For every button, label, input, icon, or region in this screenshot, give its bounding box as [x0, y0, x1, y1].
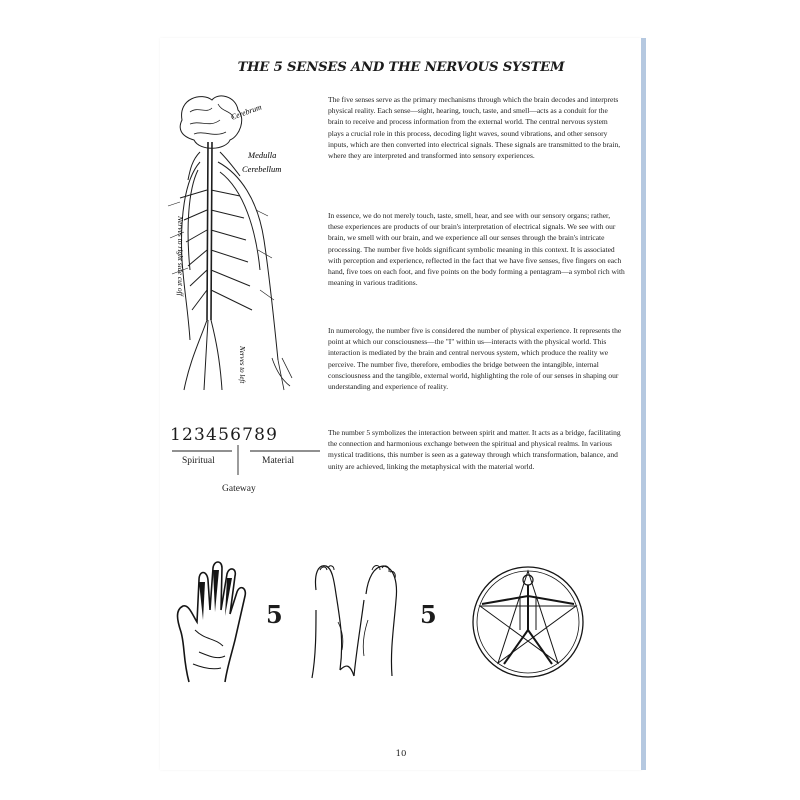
hand-illustration	[175, 560, 250, 685]
arm-right-nerves	[218, 162, 278, 360]
number-strip: 123456789	[170, 425, 279, 445]
label-nerves-left: Nerves to left	[238, 346, 246, 384]
paragraph-numerology: In numerology, the number five is considered the number of physical experience. It represents the point at which our consciousness—the "I" within us—interacts with the physical world. This interaction is mediated by the brain and central nervous system, which produce the reality we perceive. The number five, therefore, embodies the bridge between the intangible, internal consciousness and the tangible, external world, highlighting the role of our senses in shaping our understanding and experience of reality.	[328, 326, 622, 392]
paragraph-brain: In essence, we do not merely touch, taste, smell, hear, and see with our sensory organs; rather, these experiences are products of our brain's interpretation of electrical signals. We see with our brain, we smell with our brain, and we experience all our senses through the brain's intricate processing. The number five holds significant symbolic meaning in this context. It is associated with perception and experience, reflected in the fact that we have five senses, five fingers on each hand, five toes on each foot, and five points on the body forming a pentagram—a symbol rich with meaning in various traditions.	[328, 211, 625, 288]
hand-right-outline	[272, 358, 292, 390]
pentagram-man-illustration	[468, 560, 588, 680]
spinal-cord	[207, 142, 212, 320]
page-number: 10	[395, 749, 407, 759]
brain-outline	[180, 96, 242, 148]
paragraph-senses: The five senses serve as the primary mechanisms through which the brain decodes and interprets physical reality. Each sense—sight, hearing, touch, taste, and smell—acts as a conduit for the brain to receive and process information from the external world. The central nervous system plays a crucial role in this process, decoding light waves, sound vibrations, and other sensory inputs, which are then converted into electrical signals. These signals are transmitted to the brain, where they are interpreted and transformed into sensory experiences.	[328, 95, 621, 161]
page-title: THE 5 SENSES AND THE NERVOUS SYSTEM	[237, 60, 565, 75]
feet-illustration	[310, 560, 402, 682]
page-edge	[641, 38, 646, 770]
nervous-system-illustration	[160, 90, 310, 410]
label-cerebellum: Cerebellum	[242, 164, 282, 174]
paragraph-spirit-matter: The number 5 symbolizes the interaction between spirit and matter. It acts as a bridge, facilitating the connection and harmonious exchange between the spiritual and physical realms. In various mystical traditions, this number is seen as a gateway through which transformation, balance, and unity are achieved, linking the metaphysical with the material world.	[328, 428, 621, 471]
label-spiritual: Spiritual	[182, 456, 215, 466]
label-cerebrum: Cerebrum	[229, 102, 263, 122]
label-nerves-right: Nerves to right side cut off	[176, 216, 185, 296]
number-five-after-feet: 5	[420, 600, 437, 629]
label-material: Material	[262, 456, 295, 466]
number-five-after-hand: 5	[266, 600, 283, 629]
label-medulla: Medulla	[248, 150, 277, 160]
label-gateway: Gateway	[222, 484, 256, 494]
